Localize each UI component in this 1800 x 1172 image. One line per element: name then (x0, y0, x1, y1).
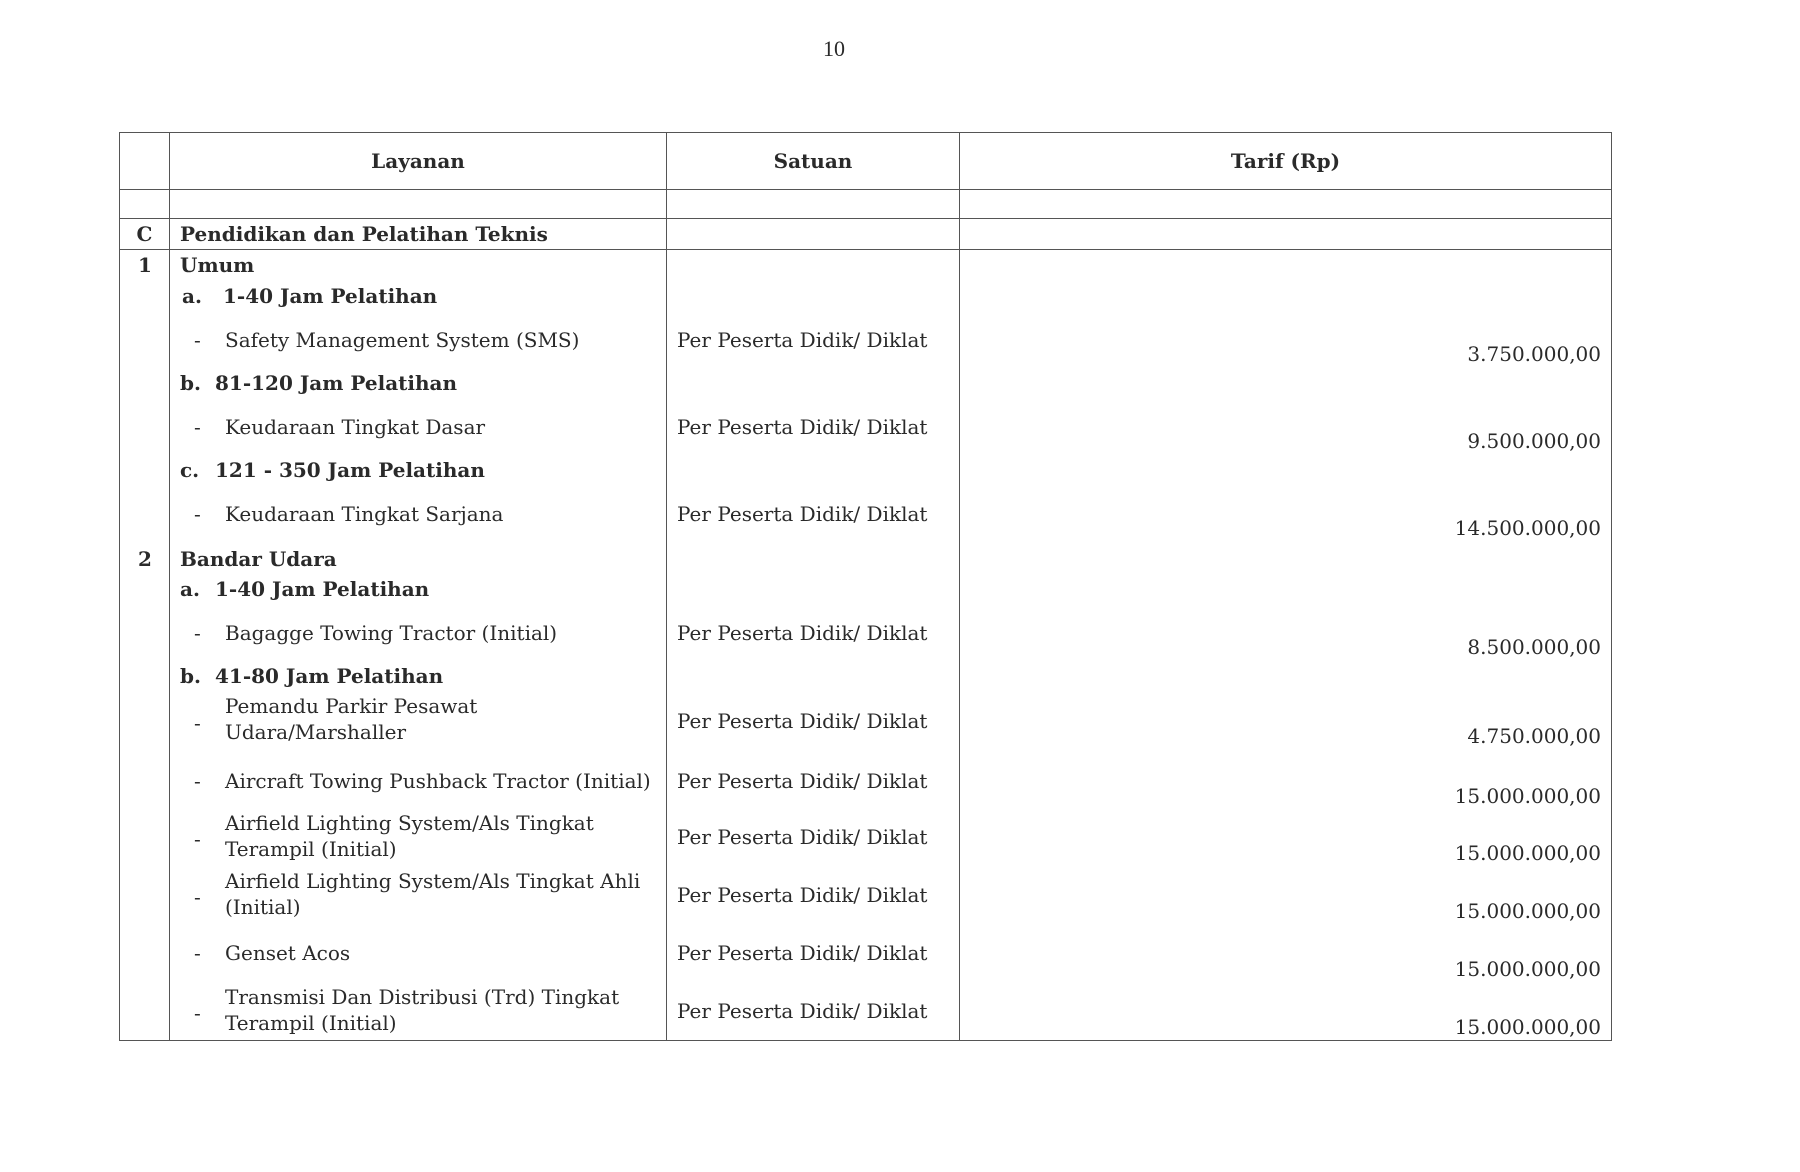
item-satuan: Per Peserta Didik/ Diklat (677, 825, 928, 849)
body-satuan-column (667, 250, 960, 1041)
subgroup-title: 1-40 Jam Pelatihan (215, 577, 430, 601)
tariff-table (119, 132, 1612, 1041)
header-layanan: Layanan (170, 133, 667, 190)
subgroup-letter: b. (180, 371, 201, 395)
section-title: Pendidikan dan Pelatihan Teknis (170, 219, 667, 250)
subgroup-letter: b. (180, 664, 201, 688)
item-dash: - (194, 827, 201, 851)
header-tarif: Tarif (Rp) (960, 133, 1612, 190)
item-dash: - (194, 328, 201, 352)
item-dash: - (194, 769, 201, 793)
item-name: Keudaraan Tingkat Sarjana (225, 502, 504, 526)
group-number: 1 (138, 253, 152, 277)
item-tarif: 15.000.000,00 (1454, 957, 1601, 981)
item-dash: - (194, 885, 201, 909)
subgroup-title: 81-120 Jam Pelatihan (215, 371, 458, 395)
header-row (120, 133, 1612, 190)
item-satuan: Per Peserta Didik/ Diklat (677, 941, 928, 965)
item-dash: - (194, 711, 201, 735)
item-tarif: 15.000.000,00 (1454, 841, 1601, 865)
tariff-table-wrapper (119, 132, 1612, 1041)
group-title: Bandar Udara (180, 547, 337, 571)
item-name: Keudaraan Tingkat Dasar (225, 415, 486, 439)
item-tarif: 15.000.000,00 (1454, 1015, 1601, 1039)
item-name: Genset Acos (225, 941, 351, 965)
item-name: Bagagge Towing Tractor (Initial) (225, 621, 558, 645)
blank-row (120, 190, 1612, 219)
item-tarif: 4.750.000,00 (1467, 724, 1601, 748)
item-name: Transmisi Dan Distribusi (Trd) Tingkat Terampil (Initial) (225, 985, 620, 1035)
section-code: C (120, 219, 170, 250)
body-layanan-column (170, 250, 667, 1041)
subgroup-title: 121 - 350 Jam Pelatihan (215, 458, 485, 482)
item-satuan: Per Peserta Didik/ Diklat (677, 769, 928, 793)
header-blank (120, 133, 170, 190)
item-satuan: Per Peserta Didik/ Diklat (677, 415, 928, 439)
item-tarif: 15.000.000,00 (1454, 784, 1601, 808)
item-tarif: 3.750.000,00 (1467, 342, 1601, 366)
page-number: 10 (823, 36, 845, 61)
body-row (120, 250, 1612, 1041)
item-satuan: Per Peserta Didik/ Diklat (677, 502, 928, 526)
subgroup-letter: c. (180, 458, 200, 482)
section-row (120, 219, 1612, 250)
item-name: Aircraft Towing Pushback Tractor (Initial) (225, 769, 651, 793)
item-dash: - (194, 941, 201, 965)
item-dash: - (194, 415, 201, 439)
group-title: Umum (180, 253, 255, 277)
subgroup-letter: a. (182, 284, 202, 308)
item-name: Airfield Lighting System/Als Tingkat Ahli (Initial) (225, 869, 641, 919)
item-satuan: Per Peserta Didik/ Diklat (677, 328, 928, 352)
item-name: Airfield Lighting System/Als Tingkat Terampil (Initial) (225, 811, 594, 861)
subgroup-title: 1-40 Jam Pelatihan (223, 284, 438, 308)
item-dash: - (194, 502, 201, 526)
item-satuan: Per Peserta Didik/ Diklat (677, 999, 928, 1023)
item-tarif: 9.500.000,00 (1467, 429, 1601, 453)
body-tarif-column (960, 250, 1612, 1041)
item-tarif: 14.500.000,00 (1454, 516, 1601, 540)
item-name: Safety Management System (SMS) (225, 328, 580, 352)
subgroup-title: 41-80 Jam Pelatihan (215, 664, 444, 688)
group-number: 2 (138, 547, 152, 571)
item-tarif: 15.000.000,00 (1454, 899, 1601, 923)
item-dash: - (194, 1001, 201, 1025)
item-satuan: Per Peserta Didik/ Diklat (677, 883, 928, 907)
item-tarif: 8.500.000,00 (1467, 635, 1601, 659)
item-satuan: Per Peserta Didik/ Diklat (677, 621, 928, 645)
body-number-column (120, 250, 170, 1041)
header-satuan: Satuan (667, 133, 960, 190)
item-satuan: Per Peserta Didik/ Diklat (677, 709, 928, 733)
subgroup-letter: a. (180, 577, 200, 601)
item-dash: - (194, 621, 201, 645)
item-name: Pemandu Parkir Pesawat Udara/Marshaller (225, 694, 478, 744)
